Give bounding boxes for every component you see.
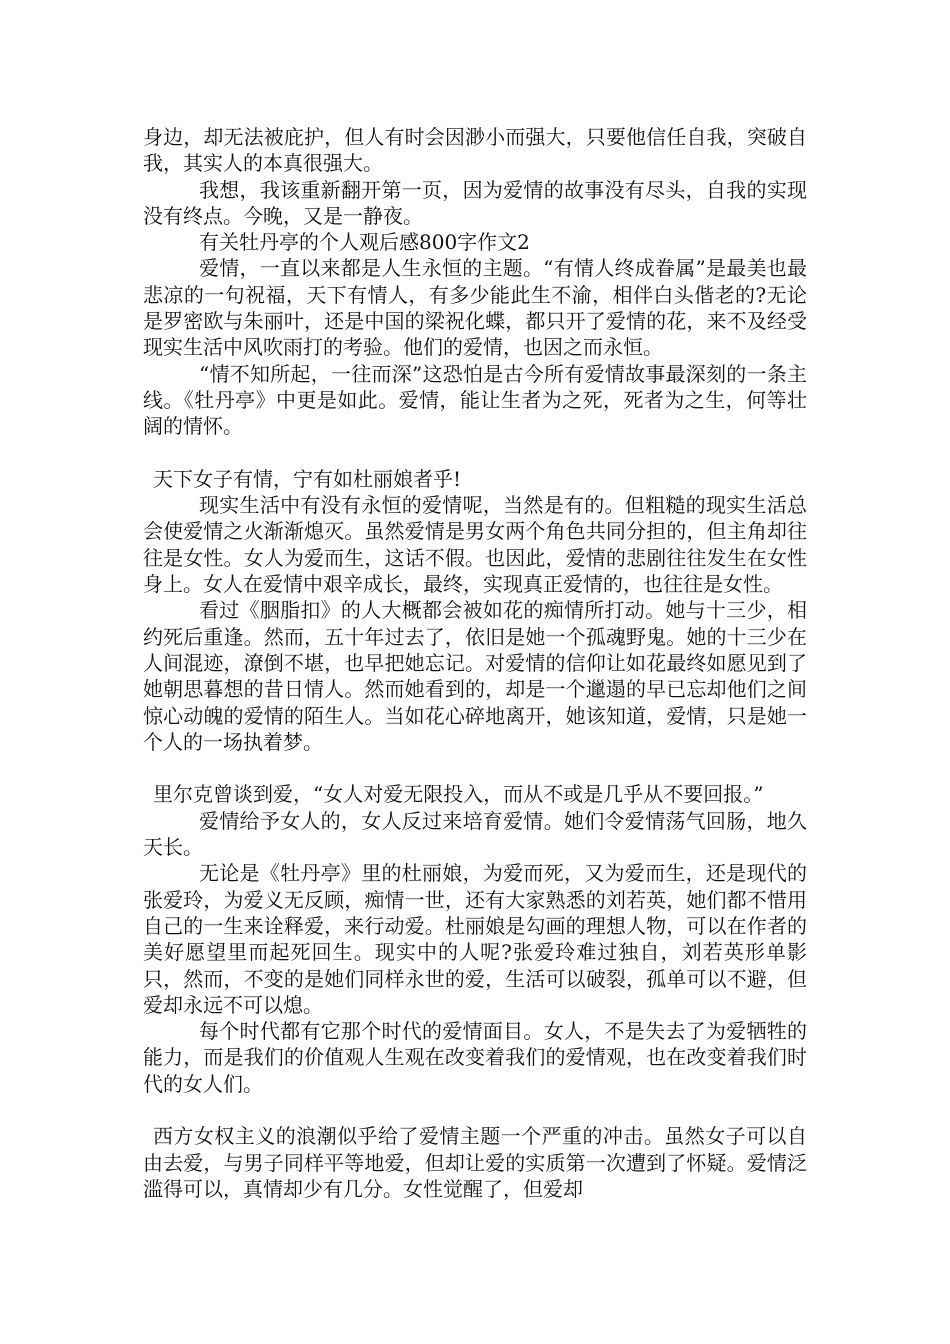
paragraph-6: 现实生活中有没有永恒的爱情呢，当然是有的。但粗糙的现实生活总会使爱情之火渐渐熄灭。虽然爱情是男女两个角色共同分担的，但主角却往往是女性。女人为爱而生，这话不假。也因此，爱情的悲剧往往发生在女性身上。女人在爱情中艰辛成长，最终，实现真正爱情的，也往往是女性。 — [143, 493, 807, 597]
document-body — [143, 124, 807, 1202]
paragraph-5: 天下女子有情，宁有如杜丽娘者乎! — [153, 466, 462, 491]
paragraph-10: 无论是《牡丹亭》里的杜丽娘，为爱而死，又为爱而生，还是现代的张爱玲，为爱义无反顾，痴情一世，还有大家熟悉的刘若英，她们都不惜用自己的一生来诠释爱，来行动爱。杜丽娘是勾画的理想人物，可以在作者的美好愿望里而起死回生。现实中的人呢?张爱玲难过独自，刘若英形单影只，然而，不变的是她们同样永世的爱，生活可以破裂，孤单可以不避，但爱却永远不可以熄。 — [143, 861, 807, 1017]
paragraph-1: 身边，却无法被庇护，但人有时会因渺小而强大，只要他信任自我，突破自我，其实人的本真很强大。 — [143, 125, 807, 176]
paragraph-3: 爱情，一直以来都是人生永恒的主题。“有情人终成眷属”是最美也最悲凉的一句祝福，天下有情人，有多少能此生不渝，相伴白头偕老的?无论是罗密欧与朱丽叶，还是中国的梁祝化蝶，都只开了爱情的花，来不及经受现实生活中风吹雨打的考验。他们的爱情，也因之而永恒。 — [143, 256, 807, 360]
paragraph-7: 看过《胭脂扣》的人大概都会被如花的痴情所打动。她与十三少，相约死后重逢。然而，五十年过去了，依旧是她一个孤魂野鬼。她的十三少在人间混迹，潦倒不堪，也早把她忘记。对爱情的信仰让如花最终如愿见到了她朝思暮想的昔日情人。然而她看到的，却是一个邋遢的早已忘却他们之间惊心动魄的爱情的陌生人。当如花心碎地离开，她该知道，爱情，只是她一个人的一场执着梦。 — [143, 598, 807, 754]
blank-line — [143, 440, 807, 466]
paragraph-12: 西方女权主义的浪潮似乎给了爱情主题一个严重的冲击。虽然女子可以自由去爱，与男子同样平等地爱，但却让爱的实质第一次遭到了怀疑。爱情泛滥得可以，真情却少有几分。女性觉醒了，但爱却 — [143, 1124, 807, 1201]
paragraph-2: 我想，我该重新翻开第一页，因为爱情的故事没有尽头，自我的实现没有终点。今晚，又是一静夜。 — [143, 177, 807, 228]
paragraph-11: 每个时代都有它那个时代的爱情面目。女人，不是失去了为爱牺牲的能力，而是我们的价值观人生观在改变着我们的爱情观，也在改变着我们时代的女人们。 — [143, 1019, 807, 1096]
essay-title: 有关牡丹亭的个人观后感800字作文2 — [199, 230, 530, 255]
blank-line — [143, 1097, 807, 1123]
paragraph-8: 里尔克曾谈到爱，“女人对爱无限投入，而从不或是几乎从不要回报。” — [153, 782, 764, 807]
blank-line — [143, 755, 807, 781]
paragraph-9: 爱情给予女人的，女人反过来培育爱情。她们令爱情荡气回肠，地久天长。 — [143, 808, 807, 860]
paragraph-4: “情不知所起，一往而深”这恐怕是古今所有爱情故事最深刻的一条主线。《牡丹亭》中更是如此。爱情，能让生者为之死，死者为之生，何等壮阔的情怀。 — [143, 361, 807, 439]
